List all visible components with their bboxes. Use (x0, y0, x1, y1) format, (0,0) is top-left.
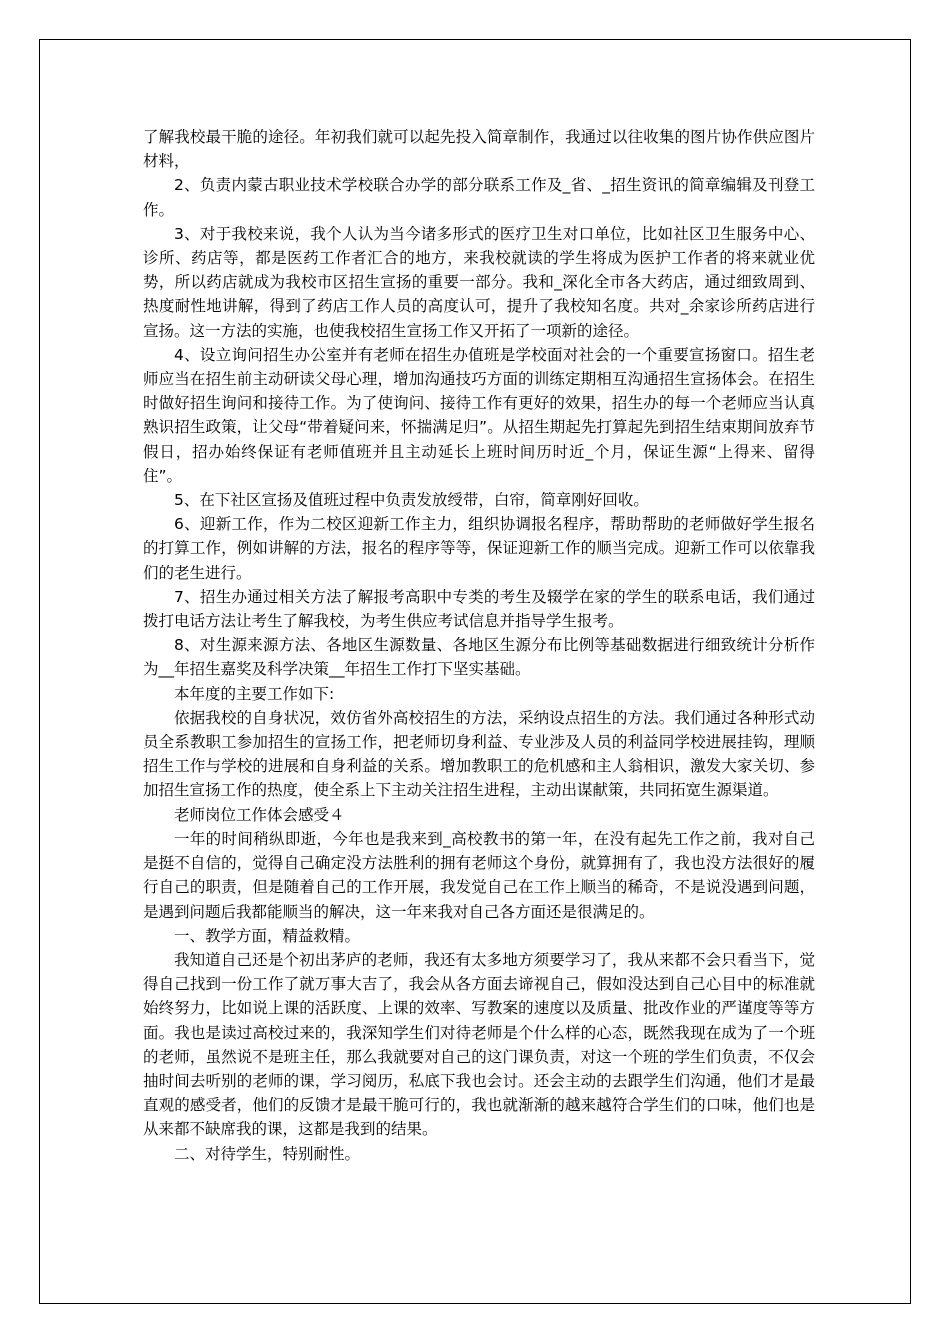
paragraph-item-8: 8、对生源来源方法、各地区生源数量、各地区生源分布比例等基础数据进行细致统计分析作为__年招生嘉奖及科学决策__年招生工作打下坚实基础。 (143, 636, 815, 679)
paragraph-intro-continuation: 了解我校最干脆的途径。年初我们就可以起先投入简章制作，我通过以往收集的图片协作供应图片材料， (143, 128, 815, 171)
paragraph-year-review: 一年的时间稍纵即逝，今年也是我来到_高校教书的第一年，在没有起先工作之前，我对自己是挺不自信的，觉得自己确定没方法胜利的拥有老师这个身份，就算拥有了，我也没方法很好的履行自己的职责，但是随着自己的工作开展，我发觉自己在工作上顺当的稀奇，不是说没遇到问题，是遇到问题后我都能顺当的解决，这一年来我对自己各方面还是很满足的。 (143, 829, 815, 921)
paragraph-item-2: 2、负责内蒙古职业技术学校联合办学的部分联系工作及_省、_招生资讯的简章编辑及刊登工作。 (143, 176, 815, 219)
paragraph-item-3: 3、对于我校来说，我个人认为当今诸多形式的医疗卫生对口单位，比如社区卫生服务中心、诊所、药店等，都是医药工作者汇合的地方，来我校就读的学生将成为医护工作者的将来就业优势，所以药店就成为我校市区招生宣扬的重要一部分。我和_深化全市各大药店，通过细致周到、热度耐性地讲解，得到了药店工作人员的高度认可，提升了我校知名度。共对_余家诊所药店进行宣扬。这一方法的实施，也使我校招生宣扬工作又开拓了一项新的途径。 (143, 224, 815, 340)
paragraph-teaching: 我知道自己还是个初出茅庐的老师，我还有太多地方须要学习了，我从来都不会只看当下，觉得自己找到一份工作了就万事大吉了，我会从各方面去谛视自己，假如没达到自己心目中的标准就始终努力，比如说上课的活跃度、上课的效率、写教案的速度以及质量、批改作业的严谨度等等方面。我也是读过高校过来的，我深知学生们对待老师是个什么样的心态，既然我现在成为了一个班的老师，虽然说不是班主任，那么我就要对自己的这门课负责，对这一个班的学生们负责，不仅会抽时间去听别的老师的课，学习阅历，私底下我也会讨。还会主动的去跟学生们沟通，他们才是最直观的感受者，他们的反馈才是最干脆可行的，我也就渐渐的越来越符合学生们的口味，他们也是从来都不缺席我的课，这都是我到的结果。 (143, 950, 815, 1139)
paragraph-item-5: 5、在下社区宣扬及值班过程中负责发放绶带，白帘，简章刚好回收。 (174, 491, 649, 510)
subheading-students: 二、对待学生，特别耐性。 (174, 1144, 361, 1163)
paragraph-item-6: 6、迎新工作，作为二校区迎新工作主力，组织协调报名程序，帮助帮助的老师做好学生报名的打算工作，例如讲解的方法，报名的程序等等，保证迎新工作的顺当完成。迎新工作可以依靠我们的老生进行。 (143, 515, 815, 582)
document-body (143, 125, 815, 1166)
paragraph-main-work-lead: 本年度的主要工作如下: (174, 684, 335, 703)
paragraph-main-work: 依据我校的自身状况，效仿省外高校招生的方法，采纳设点招生的方法。我们通过各种形式动员全系教职工参加招生的宣扬工作，把老师切身利益、专业涉及人员的利益同学校进展挂钩，理顺招生工作与学校的进展和自身利益的关系。增加教职工的危机感和主人翁相识，激发大家关切、参加招生宣扬工作的热度，使全系上下主动关注招生进程，主动出谋献策，共同拓宽生源渠道。 (143, 708, 815, 800)
section-title: 老师岗位工作体会感受４ (174, 805, 345, 824)
paragraph-item-7: 7、招生办通过相关方法了解报考高职中专类的考生及辍学在家的学生的联系电话，我们通过拨打电话方法让考生了解我校，为考生供应考试信息并指导学生报考。 (143, 587, 815, 631)
paragraph-item-4: 4、设立询问招生办公室并有老师在招生办值班是学校面对社会的一个重要宣扬窗口。招生老师应当在招生前主动研读父母心理，增加沟通技巧方面的训练定期相互沟通招生宣扬体会。在招生时做好招生询问和接待工作。为了使询问、接待工作有更好的效果，招生办的每一个老师应当认真熟识招生政策，让父母“带着疑问来，怀揣满足归”。从招生期起先打算起先到招生结束期间放弃节假日，招办始终保证有老师值班并且主动延长上班时间历时近_个月，保证生源“上得来、留得住”。 (143, 345, 815, 485)
subheading-teaching: 一、教学方面，精益救精。 (174, 926, 361, 945)
